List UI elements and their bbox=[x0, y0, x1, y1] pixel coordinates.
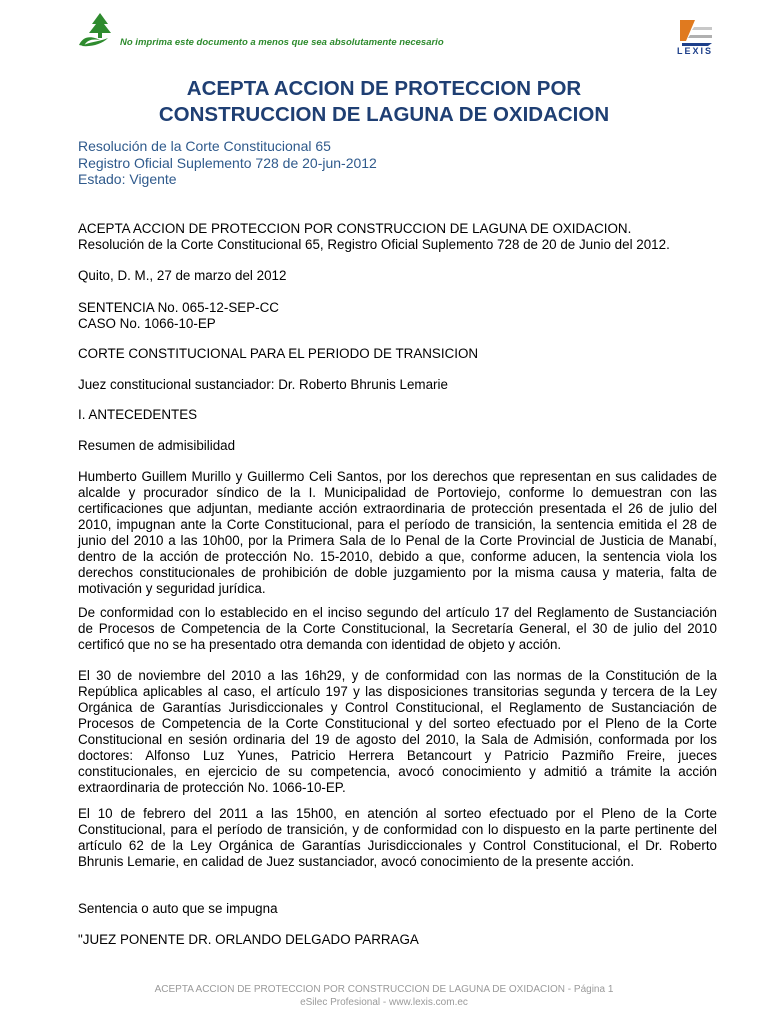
document-title bbox=[60, 76, 708, 128]
case-block bbox=[78, 300, 717, 332]
intro-line-1: ACEPTA ACCION DE PROTECCION POR CONSTRUCCION DE LAGUNA DE OXIDACION. bbox=[78, 221, 632, 236]
case-number: CASO No. 1066-10-EP bbox=[78, 316, 216, 331]
subsection-heading: Resumen de admisibilidad bbox=[78, 438, 236, 453]
place-date: Quito, D. M., 27 de marzo del 2012 bbox=[78, 268, 287, 283]
footer-link[interactable]: eSilec Profesional - www.lexis.com.ec bbox=[300, 997, 468, 1008]
court-name: CORTE CONSTITUCIONAL PARA EL PERIODO DE TRANSICION bbox=[78, 346, 479, 361]
status-line: Estado: Vigente bbox=[78, 171, 177, 187]
quoted-heading: "JUEZ PONENTE DR. ORLANDO DELGADO PARRAGA bbox=[78, 932, 419, 947]
print-notice: No imprima este documento a menos que sea absolutamente necesario bbox=[120, 37, 444, 48]
paragraph-2: De conformidad con lo establecido en el inciso segundo del artículo 17 del Reglamento de Sustanciación de Procesos de Competencia de la Corte Constitucional, la Secretaría General, el 30 de julio del 2010 certificó que no se ha presentado otra demanda con identidad de objeto y acción. bbox=[78, 605, 717, 652]
paragraph-4: El 10 de febrero del 2011 a las 15h00, en atención al sorteo efectuado por el Pleno de la Corte Constitucional, para el período de transición, y de conformidad con lo dispuesto en la parte pertinente del artículo 62 de la Ley Orgánica de Garantías Jurisdiccionales y Control Constitucional, el Dr. Roberto Bhrunis Lemarie, en calidad de Juez sustanciador, avocó conocimiento de la presente acción. bbox=[78, 806, 717, 869]
subsection-heading-2: Sentencia o auto que se impugna bbox=[78, 901, 278, 916]
intro-line-2: Resolución de la Corte Constitucional 65, Registro Oficial Suplemento 728 de 20 de Junio del 2012. bbox=[78, 237, 670, 252]
section-heading: I. ANTECEDENTES bbox=[78, 407, 198, 422]
tree-leaf-icon bbox=[78, 12, 114, 48]
sentence-number: SENTENCIA No. 065-12-SEP-CC bbox=[78, 300, 279, 315]
footer-title: ACEPTA ACCION DE PROTECCION POR CONSTRUCCION DE LAGUNA DE OXIDACION - Página 1 bbox=[154, 984, 614, 995]
title-line-1: ACEPTA ACCION DE PROTECCION POR bbox=[186, 77, 582, 100]
intro-block bbox=[78, 221, 717, 253]
brand-name: LEXIS bbox=[676, 46, 713, 56]
document-meta bbox=[78, 138, 377, 188]
paragraph-1: Humberto Guillem Murillo y Guillermo Celi Santos, por los derechos que representan en sus calidades de alcalde y procurador síndico de la I. Municipalidad de Portoviejo, conforme lo demuestran con las certificaciones que adjuntan, mediante acción extraordinaria de protección presentada el 26 de julio del 2010, impugnan ante la Corte Constitucional, para el período de transición, la sentencia emitida el 28 de junio del 2010 a las 10h00, por la Primera Sala de lo Penal de la Corte Provincial de Justicia de Manabí, dentro de la acción de protección No. 15-2010, debido a que, conforme aducen, la sentencia viola los derechos constitucionales de prohibición de doble juzgamiento por la misma causa y materia, falta de motivación y seguridad jurídica. bbox=[78, 469, 717, 596]
paragraph-3: El 30 de noviembre del 2010 a las 16h29, y de conformidad con las normas de la Constitución de la República aplicables al caso, el artículo 197 y las disposiciones transitorias segunda y tercera de la Ley Orgánica de Garantías Jurisdiccionales y Control Constitucional, el Reglamento de Sustanciación de Procesos de Competencia de la Corte Constitucional y del sorteo efectuado por el Pleno de la Corte Constitucional en sesión ordinaria del 19 de agosto del 2010, la Sala de Admisión, conformada por los doctores: Alfonso Luz Yunes, Patricio Herrera Betancourt y Patricio Pazmiño Freire, jueces constitucionales, en ejercicio de su competencia, avocó conocimiento y admitió a trámite la acción extraordinaria de protección No. 1066-10-EP. bbox=[78, 668, 717, 795]
registry-line: Registro Oficial Suplemento 728 de 20-jun-2012 bbox=[78, 154, 377, 171]
judge-line: Juez constitucional sustanciador: Dr. Roberto Bhrunis Lemarie bbox=[78, 377, 448, 392]
page-footer bbox=[0, 983, 768, 1009]
title-line-2: CONSTRUCCION DE LAGUNA DE OXIDACION bbox=[158, 103, 610, 126]
resolution-line: Resolución de la Corte Constitucional 65 bbox=[78, 138, 331, 154]
